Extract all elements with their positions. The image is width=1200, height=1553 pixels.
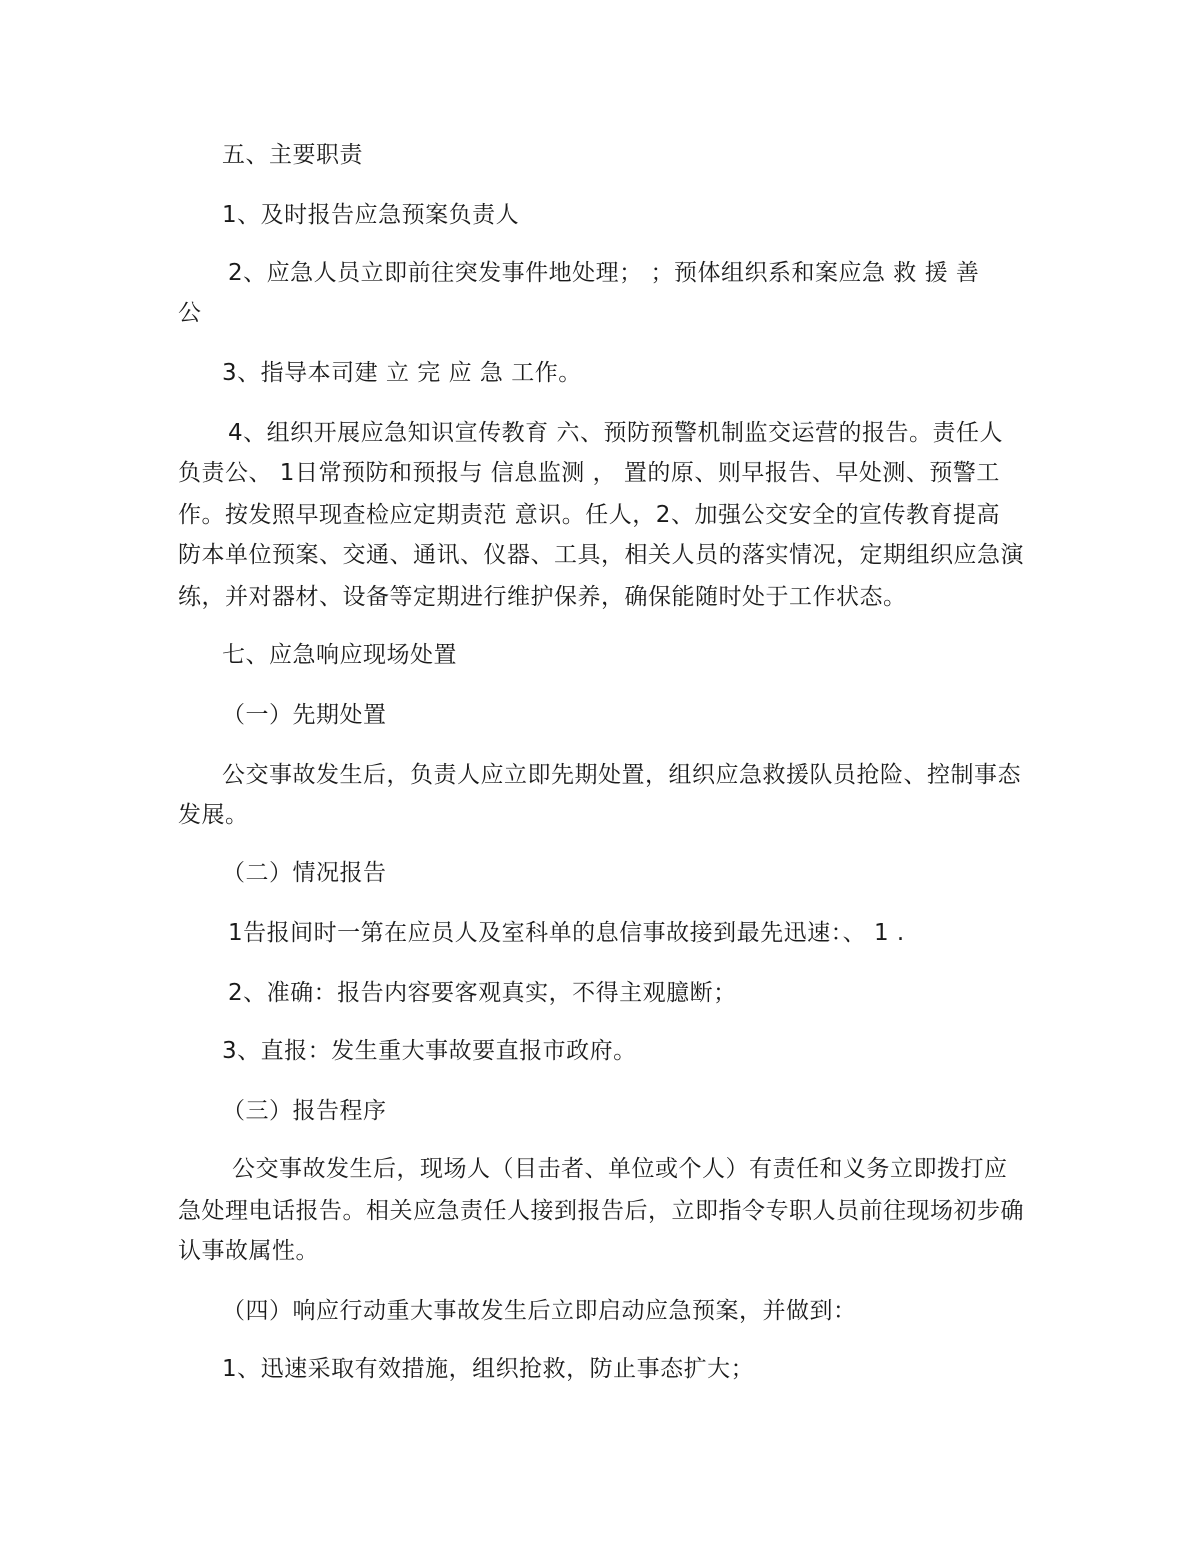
paragraph-line: 公交事故发生后，现场人（目击者、单位或个人）有责任和义务立即拨打应 <box>232 1156 1008 1182</box>
list-item: 1告报间时一第在应员人及室科单的息信事故接到最先迅速：、 1 . <box>228 920 905 946</box>
list-item: 4、组织开展应急知识宣传教育 六、预防预警机制监交运营的报告。责任人 <box>228 420 1003 446</box>
text-line: 作。按发照早现查检应定期责范 意识。任人，2、加强公交安全的宣传教育提高 <box>178 502 1000 528</box>
text-line: 急处理电话报告。相关应急责任人接到报告后，立即指令专职人员前往现场初步确 <box>178 1198 1024 1224</box>
list-item: 2、应急人员立即前往突发事件地处理； ；预体组织系和案应急 救 援 善 <box>228 260 980 286</box>
text-line: 认事故属性。 <box>178 1238 319 1264</box>
subsection-heading: （三）报告程序 <box>222 1098 387 1124</box>
list-item: 3、指导本司建 立 完 应 急 工作。 <box>222 360 582 386</box>
section-heading: 五、主要职责 <box>222 142 363 168</box>
section-heading: 七、应急响应现场处置 <box>222 642 457 668</box>
subsection-heading: （一）先期处置 <box>222 702 387 728</box>
text-line: 练，并对器材、设备等定期进行维护保养，确保能随时处于工作状态。 <box>178 584 907 610</box>
list-item: 1、迅速采取有效措施，组织抢救，防止事态扩大； <box>222 1356 755 1382</box>
text-line: 负责公、 1日常预防和预报与 信息监测 ， 置的原、则早报告、早处测、预警工 <box>178 460 1000 486</box>
text-line: 公 <box>178 300 202 326</box>
list-item: 2、准确：报告内容要客观真实，不得主观臆断； <box>228 980 737 1006</box>
paragraph-line: 公交事故发生后，负责人应立即先期处置，组织应急救援队员抢险、控制事态 <box>222 762 1021 788</box>
text-line: 防本单位预案、交通、通讯、仪器、工具，相关人员的落实情况，定期组织应急演 <box>178 542 1024 568</box>
text-line: 发展。 <box>178 802 249 828</box>
subsection-heading: （四）响应行动重大事故发生后立即启动应急预案，并做到： <box>222 1298 857 1324</box>
list-item: 1、及时报告应急预案负责人 <box>222 202 520 228</box>
subsection-heading: （二）情况报告 <box>222 860 387 886</box>
list-item: 3、直报：发生重大事故要直报市政府。 <box>222 1038 637 1064</box>
